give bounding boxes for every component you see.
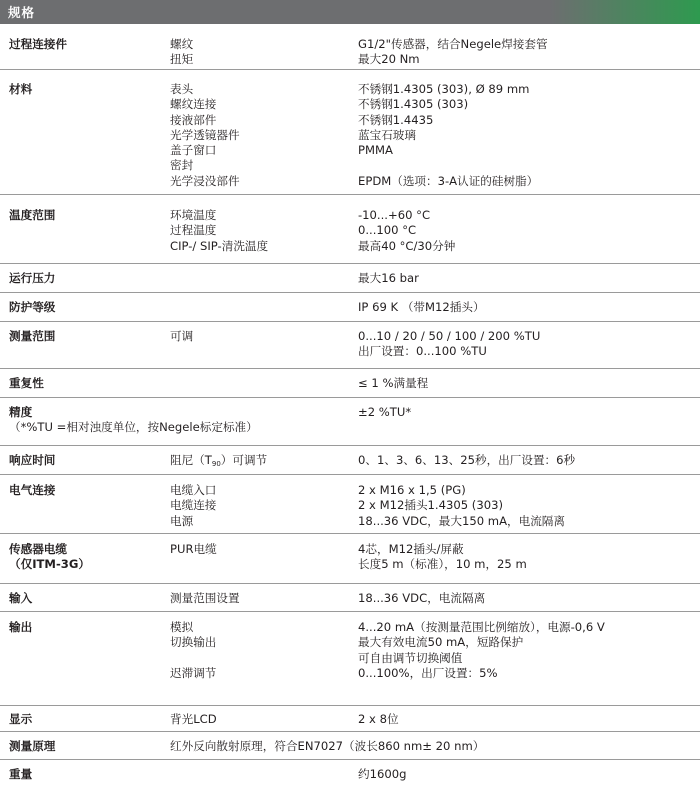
spec-label-text: 显示 xyxy=(9,712,33,726)
spec-value-line: 2 x 8位 xyxy=(358,712,399,726)
spec-value-line: 0...100%，出厂设置：5% xyxy=(358,665,498,680)
spec-sub-line: PUR电缆 xyxy=(170,542,217,556)
spec-value-column xyxy=(358,208,700,263)
spec-label xyxy=(0,542,170,583)
spec-row xyxy=(0,398,700,446)
spec-label-note: （*%TU =相对浊度单位，按Negele标定标准） xyxy=(9,420,258,435)
spec-row xyxy=(0,760,700,788)
spec-value-line: 最大有效电流50 mA，短路保护 xyxy=(358,635,524,650)
spec-value-column xyxy=(358,453,700,474)
spec-row xyxy=(0,24,700,70)
spec-label-text: 测量原理 xyxy=(9,739,56,753)
spec-sub-column xyxy=(170,483,358,533)
spec-label-text: 运行压力 xyxy=(9,271,56,285)
spec-value-column xyxy=(358,329,700,368)
spec-label xyxy=(0,483,170,533)
spec-label xyxy=(0,405,258,445)
spec-sub-column xyxy=(170,767,358,788)
spec-label-text: 输入 xyxy=(9,591,33,605)
spec-value-line: 出厂设置：0...100 %TU xyxy=(358,344,487,359)
spec-sub-column xyxy=(170,591,358,611)
spec-label xyxy=(0,300,170,321)
spec-value-line: ±2 %TU* xyxy=(358,405,412,419)
spec-value-line: 0...100 °C xyxy=(358,223,417,238)
spec-sub-column xyxy=(170,376,358,397)
spec-label-text: 防护等级 xyxy=(9,300,56,314)
spec-sub-column xyxy=(170,620,358,705)
spec-sub-line: 可调 xyxy=(170,329,194,343)
spec-label xyxy=(0,208,170,263)
spec-sub-line: CIP-/ SIP-清洗温度 xyxy=(170,238,269,253)
spec-label xyxy=(0,453,170,474)
spec-label-text-2: （仅ITM-3G） xyxy=(9,557,90,572)
spec-sub-line: 电缆入口 xyxy=(170,483,217,497)
spec-value-line: IP 69 K （带M12插头） xyxy=(358,300,485,314)
spec-sub-line xyxy=(170,767,358,782)
spec-value-line: 0、1、3、6、13、25秒，出厂设置：6秒 xyxy=(358,453,576,467)
spec-sub-line: 切换输出 xyxy=(170,635,217,650)
spec-label xyxy=(0,591,170,611)
spec-sub-line xyxy=(170,651,358,666)
spec-row xyxy=(0,70,700,195)
spec-label xyxy=(0,620,170,705)
spec-label-text: 材料 xyxy=(9,82,33,96)
spec-label-text: 输出 xyxy=(9,620,33,634)
spec-value-line: 0...10 / 20 / 50 / 100 / 200 %TU xyxy=(358,329,541,343)
spec-row xyxy=(0,369,700,398)
spec-label-text: 重复性 xyxy=(9,376,44,390)
spec-value-column xyxy=(358,712,700,731)
spec-table xyxy=(0,24,700,788)
spec-sub-column xyxy=(170,271,358,292)
spec-sub-line: 迟滞调节 xyxy=(170,665,217,680)
spec-sub-line: 螺纹连接 xyxy=(170,97,217,112)
spec-row xyxy=(0,475,700,534)
header-accent-gradient xyxy=(550,0,700,24)
spec-sub-line: 过程温度 xyxy=(170,223,217,238)
spec-value-line: 2 x M12插头1.4305 (303) xyxy=(358,498,503,513)
spec-sub-line: 密封 xyxy=(170,158,194,173)
spec-sub-line xyxy=(170,405,358,420)
spec-label-text: 重量 xyxy=(9,767,33,781)
spec-value-line: 最高40 °C/30分钟 xyxy=(358,238,456,253)
damping-suffix: ）可调节 xyxy=(220,453,268,467)
spec-sub-line: 模拟 xyxy=(170,620,194,634)
spec-value-line: 不锈钢1.4435 xyxy=(358,112,434,127)
spec-header-bar xyxy=(0,0,700,24)
spec-value-line: 4芯，M12插头/屏蔽 xyxy=(358,542,464,556)
spec-sub-line: 光学透镜器件 xyxy=(170,127,240,142)
spec-sub-column xyxy=(170,542,358,583)
spec-label xyxy=(0,767,170,788)
spec-value-line: ≤ 1 %满量程 xyxy=(358,376,429,390)
spec-sub-line: 测量范围设置 xyxy=(170,591,240,605)
spec-row xyxy=(0,293,700,322)
spec-value-column xyxy=(358,405,700,445)
spec-value-column xyxy=(358,300,700,321)
spec-label xyxy=(0,376,170,397)
spec-row xyxy=(0,195,700,264)
spec-value-line: PMMA xyxy=(358,143,393,158)
spec-sub-line: 盖子窗口 xyxy=(170,143,217,158)
spec-value-line: 4...20 mA（按测量范围比例缩放），电源-0,6 V xyxy=(358,620,605,634)
spec-value-column xyxy=(358,82,700,194)
spec-value-column xyxy=(358,483,700,533)
spec-sub-line xyxy=(170,271,358,286)
spec-value-column xyxy=(358,37,700,69)
spec-sub-column xyxy=(170,300,358,321)
spec-label xyxy=(0,271,170,292)
spec-row xyxy=(0,612,700,706)
spec-value-line: 不锈钢1.4305 (303) xyxy=(358,97,469,112)
spec-sub-column xyxy=(170,82,358,194)
spec-label-text: 测量范围 xyxy=(9,329,56,343)
spec-value-line: 蓝宝石玻璃 xyxy=(358,127,416,142)
spec-sub-column xyxy=(170,453,358,474)
spec-sub-line: 扭矩 xyxy=(170,52,194,67)
spec-sub-line: 表头 xyxy=(170,82,194,96)
spec-value-line: 2 x M16 x 1,5 (PG) xyxy=(358,483,466,497)
spec-sub-column xyxy=(170,712,358,731)
spec-value-line: 长度5 m（标准），10 m，25 m xyxy=(358,557,527,572)
spec-label-text: 精度 xyxy=(9,405,33,419)
spec-value-column xyxy=(358,620,700,705)
spec-sub-line xyxy=(170,300,358,315)
spec-value-column xyxy=(358,591,700,611)
spec-sub-column xyxy=(170,405,358,445)
spec-label xyxy=(0,329,170,368)
spec-sub-line: 环境温度 xyxy=(170,208,217,222)
spec-label-text: 电气连接 xyxy=(9,483,56,497)
spec-sub-line: 螺纹 xyxy=(170,37,194,51)
spec-sub-line: 接液部件 xyxy=(170,112,217,127)
spec-value-line: 可自由调节切换阈值 xyxy=(358,650,463,665)
spec-value-line: 18...36 VDC，最大150 mA，电流隔离 xyxy=(358,513,565,528)
spec-row xyxy=(0,322,700,369)
spec-label-text: 温度范围 xyxy=(9,208,56,222)
spec-label-text: 传感器电缆 xyxy=(9,542,67,556)
spec-label-text: 响应时间 xyxy=(9,453,56,467)
spec-sub-line: 电源 xyxy=(170,513,194,528)
spec-value-line xyxy=(358,158,700,173)
spec-value-line: 18...36 VDC，电流隔离 xyxy=(358,591,486,605)
spec-value-line: G1/2"传感器，结合Negele焊接套管 xyxy=(358,37,548,51)
spec-value-line: 不锈钢1.4305 (303), Ø 89 mm xyxy=(358,82,530,96)
spec-value-column xyxy=(358,376,700,397)
damping-prefix: 阻尼（T xyxy=(170,453,212,467)
spec-row xyxy=(0,584,700,612)
spec-sub-column xyxy=(170,37,358,69)
spec-row xyxy=(0,446,700,475)
spec-value-line: -10...+60 °C xyxy=(358,208,431,222)
spec-label-text: 过程连接件 xyxy=(9,37,67,51)
spec-sub-line: 背光LCD xyxy=(170,712,217,726)
spec-label xyxy=(0,712,170,731)
spec-value-line: EPDM（选项：3-A认证的硅树脂） xyxy=(358,173,539,188)
damping-subscript: 90 xyxy=(211,460,221,468)
spec-sub-line: 光学浸没部件 xyxy=(170,173,240,188)
spec-value-line: 最大16 bar xyxy=(358,271,419,285)
spec-sub-line xyxy=(170,376,358,391)
spec-row xyxy=(0,534,700,584)
spec-sub-column xyxy=(170,208,358,263)
spec-label xyxy=(0,37,170,69)
spec-sub-line: 电缆连接 xyxy=(170,498,217,513)
spec-label xyxy=(0,82,170,194)
spec-sub-line xyxy=(170,453,358,472)
spec-row xyxy=(0,732,700,760)
spec-span-value: 红外反向散射原理，符合EN7027（波长860 nm± 20 nm） xyxy=(170,739,485,753)
spec-label xyxy=(0,739,170,759)
spec-sub-column xyxy=(170,329,358,368)
spec-value-column xyxy=(358,271,700,292)
spec-row xyxy=(0,706,700,732)
spec-header-title: 规格 xyxy=(8,5,36,20)
spec-value-column xyxy=(358,542,700,583)
spec-row xyxy=(0,264,700,293)
spec-value-column xyxy=(358,767,700,788)
spec-value-line: 最大20 Nm xyxy=(358,52,420,67)
spec-value-line: 约1600g xyxy=(358,767,407,781)
